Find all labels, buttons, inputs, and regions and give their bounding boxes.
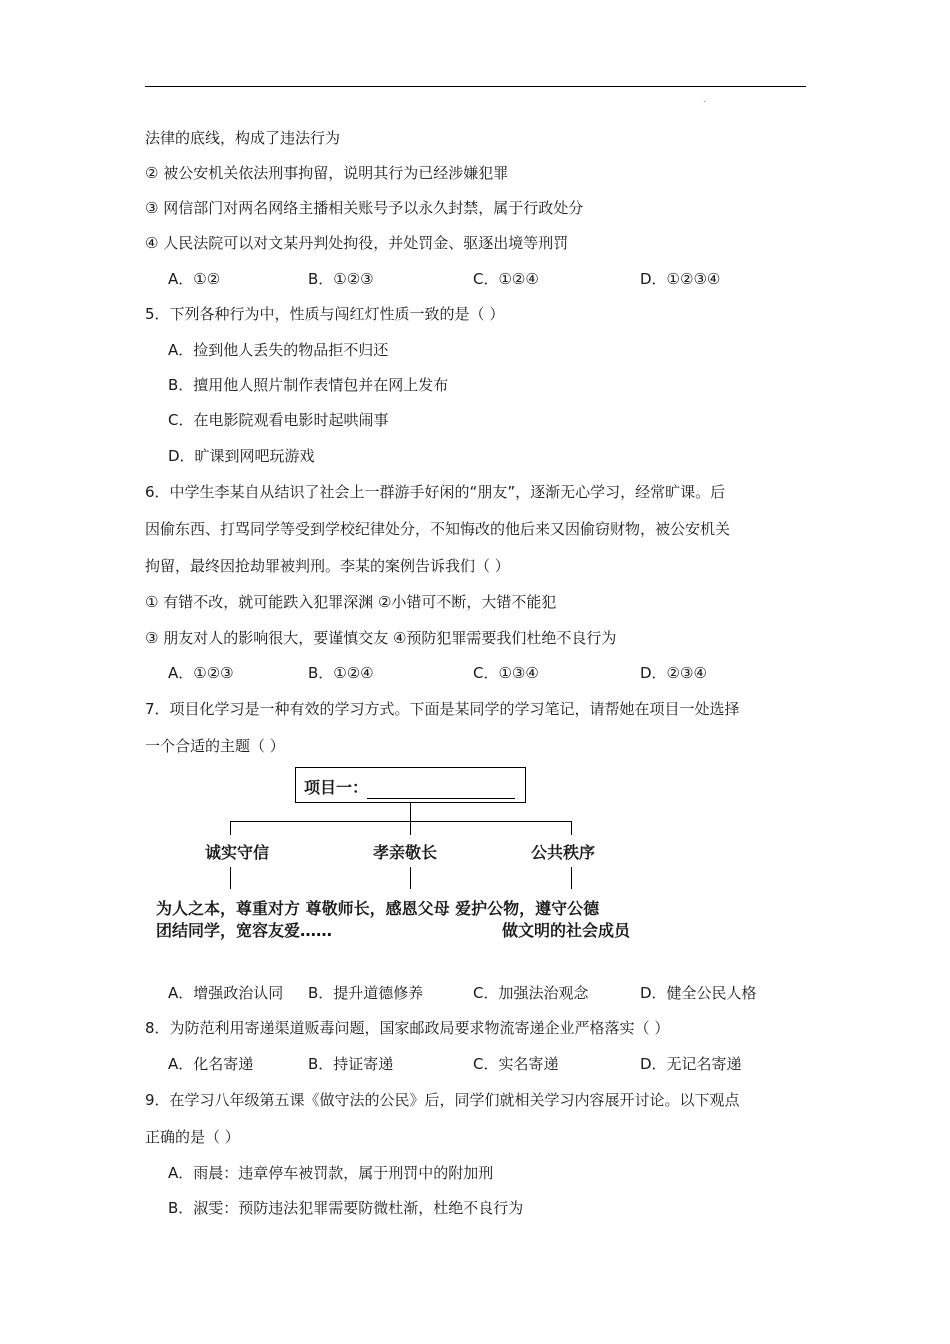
q9-stem-line-2: 正确的是（ ）: [145, 1128, 240, 1146]
project-title-blank: [367, 798, 515, 799]
q6-stem-line-3: 拘留，最终因抢劫罪被判刑。李某的案例告诉我们（ ）: [145, 557, 510, 575]
q5-option-d[interactable]: D．旷课到网吧玩游戏: [168, 447, 315, 465]
q4-option-c[interactable]: C．①②④: [473, 270, 539, 288]
connector-right: [571, 821, 572, 835]
branch-honesty: 诚实守信: [205, 843, 270, 862]
q8-stem: 8．为防范利用寄递渠道贩毒问题，国家邮政局要求物流寄递企业严格落实（ ）: [145, 1019, 670, 1037]
q6-stem-line-1: 6．中学生李某自从结识了社会上一群游手好闲的“朋友”，逐渐无心学习，经常旷课。后: [145, 483, 726, 501]
q4-statement-2: ② 被公安机关依法刑事拘留，说明其行为已经涉嫌犯罪: [145, 164, 509, 182]
q5-option-a[interactable]: A．捡到他人丢失的物品拒不归还: [168, 341, 389, 359]
connector-middle: [410, 821, 411, 835]
connector-right-lower: [571, 867, 572, 889]
header-rule: [145, 86, 806, 87]
q4-option-a[interactable]: A．①②: [168, 270, 221, 288]
project-title: 项目一：: [304, 778, 369, 797]
q4-statement-1-end: 法律的底线，构成了违法行为: [145, 129, 341, 147]
branch-descriptions-line-1: 为人之本，尊重对方 尊敬师长，感恩父母 爱护公物，遵守公德: [156, 899, 600, 918]
q4-option-d[interactable]: D．①②③④: [640, 270, 721, 288]
branch-description-order-line-2: 做文明的社会成员: [502, 921, 631, 940]
q6-option-a[interactable]: A．①②③: [168, 664, 234, 682]
q9-option-a[interactable]: A．雨晨：违章停车被罚款，属于刑罚中的附加刑: [168, 1164, 494, 1182]
connector-bar: [230, 821, 571, 822]
q5-option-b[interactable]: B．擅用他人照片制作表情包并在网上发布: [168, 376, 449, 394]
q7-option-b[interactable]: B．提升道德修养: [308, 984, 424, 1002]
q7-option-c[interactable]: C．加强法治观念: [473, 984, 589, 1002]
q8-option-a[interactable]: A．化名寄递: [168, 1055, 254, 1073]
q8-option-d[interactable]: D．无记名寄递: [640, 1055, 742, 1073]
q8-option-c[interactable]: C．实名寄递: [473, 1055, 559, 1073]
project-title-box: [295, 767, 526, 803]
q6-option-b[interactable]: B．①②④: [308, 664, 374, 682]
q6-stem-line-2: 因偷东西、打骂同学等受到学校纪律处分，不知悔改的他后来又因偷窃财物，被公安机关: [145, 520, 731, 538]
q6-statements-2: ③ 朋友对人的影响很大，要谨慎交友 ④预防犯罪需要我们杜绝不良行为: [145, 629, 617, 647]
branch-public-order: 公共秩序: [531, 843, 596, 862]
header-dot: .: [703, 95, 706, 104]
q8-option-b[interactable]: B．持证寄递: [308, 1055, 394, 1073]
q5-stem: 5．下列各种行为中，性质与闯红灯性质一致的是（ ）: [145, 305, 505, 323]
connector-trunk: [410, 803, 411, 821]
q4-statement-4: ④ 人民法院可以对文某丹判处拘役，并处罚金、驱逐出境等刑罚: [145, 234, 569, 252]
project-diagram: [150, 765, 690, 945]
q4-option-b[interactable]: B．①②③: [308, 270, 374, 288]
connector-middle-lower: [410, 867, 411, 889]
connector-left: [230, 821, 231, 835]
branch-filial-piety: 孝亲敬长: [373, 843, 438, 862]
q6-option-d[interactable]: D．②③④: [640, 664, 707, 682]
q7-stem-line-2: 一个合适的主题（ ）: [145, 737, 285, 755]
q6-statements-1: ① 有错不改，就可能跌入犯罪深渊 ②小错可不断，大错不能犯: [145, 593, 557, 611]
branch-description-honesty-line-2: 团结同学，宽容友爱……: [156, 921, 333, 940]
q6-option-c[interactable]: C．①③④: [473, 664, 539, 682]
q7-option-a[interactable]: A．增强政治认同: [168, 984, 284, 1002]
q7-option-d[interactable]: D．健全公民人格: [640, 984, 757, 1002]
q4-statement-3: ③ 网信部门对两名网络主播相关账号予以永久封禁，属于行政处分: [145, 199, 584, 217]
q9-option-b[interactable]: B．淑雯：预防违法犯罪需要防微杜渐，杜绝不良行为: [168, 1199, 524, 1217]
q9-stem-line-1: 9．在学习八年级第五课《做守法的公民》后，同学们就相关学习内容展开讨论。以下观点: [145, 1091, 740, 1109]
q7-stem-line-1: 7．项目化学习是一种有效的学习方式。下面是某同学的学习笔记，请帮她在项目一处选择: [145, 700, 740, 718]
connector-left-lower: [230, 867, 231, 889]
q5-option-c[interactable]: C．在电影院观看电影时起哄闹事: [168, 411, 389, 429]
